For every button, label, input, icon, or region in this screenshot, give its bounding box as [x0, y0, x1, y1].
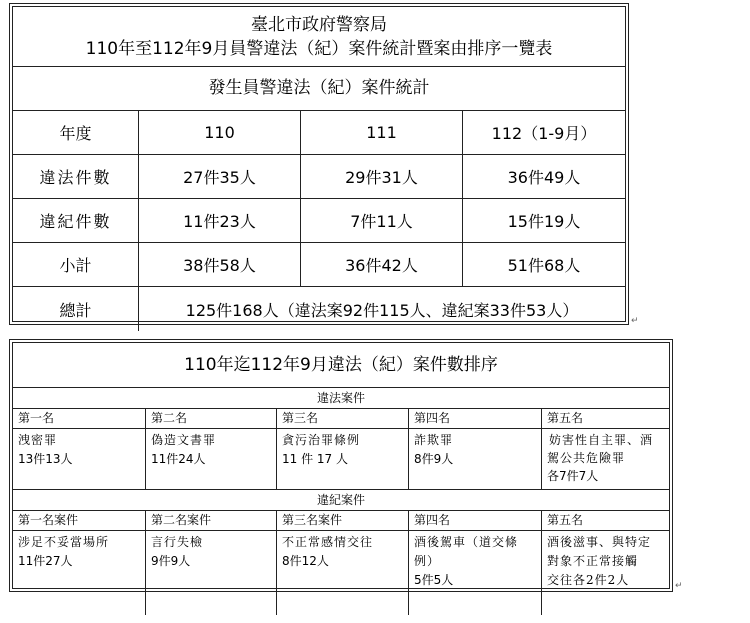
- table-cell: 36件49人: [507, 168, 581, 187]
- table-cell: 7件11人: [301, 199, 463, 242]
- rank-cell: [277, 429, 409, 489]
- paragraph-mark-icon: ↵: [675, 581, 683, 591]
- rank-header: 第一名: [13, 409, 146, 428]
- paragraph-mark-icon: ↵: [631, 316, 639, 326]
- rank-header: 第三名案件: [277, 511, 409, 530]
- case-name: 偽造文書罪: [151, 433, 217, 447]
- rank-header: 第五名: [547, 513, 584, 527]
- table-cell: 51件68人: [507, 256, 581, 275]
- table-cell: 36件42人: [301, 243, 463, 286]
- case-name-line: 妨害性自主罪、酒: [549, 433, 654, 447]
- row-label: 違法件數: [13, 155, 139, 198]
- case-name-line: 交往各2件2人: [547, 573, 630, 587]
- rank-header: 第一名案件: [13, 511, 146, 530]
- case-name: 涉足不妥當場所: [18, 535, 110, 549]
- case-name: 言行失檢: [151, 535, 204, 549]
- case-count: 11件27人: [18, 554, 73, 568]
- table-cell: 11件23人: [139, 199, 301, 242]
- case-name-line: 駕公共危險罪: [547, 451, 626, 465]
- discipline-section-header: 違紀案件: [13, 490, 669, 511]
- total-label: 總計: [13, 287, 139, 331]
- statistics-table: [9, 3, 629, 325]
- row-label: 違紀件數: [13, 199, 139, 242]
- rank-cell: [13, 429, 146, 489]
- rank-header: 第四名: [409, 409, 542, 428]
- case-count: 11件24人: [151, 452, 206, 466]
- rank-cell: [13, 531, 146, 615]
- case-count: 8件12人: [282, 554, 329, 568]
- case-count: 11 件 17 人: [282, 452, 348, 466]
- table-row: [13, 155, 625, 199]
- rank-header: 第五名: [547, 411, 584, 425]
- header-year: 年度: [13, 111, 139, 154]
- table-cell: 38件58人: [139, 243, 301, 286]
- table-cell: 29件31人: [301, 155, 463, 198]
- header-row: [13, 111, 625, 155]
- row-label: 小計: [13, 243, 139, 286]
- table-cell: 15件19人: [507, 212, 581, 231]
- case-name-line: 酒後駕車（道交條: [414, 535, 519, 549]
- case-name: 不正常感情交往: [282, 535, 374, 549]
- table-title-line2: 110年至112年9月員警違法（紀）案件統計暨案由排序一覽表: [85, 39, 553, 59]
- case-count: 9件9人: [151, 554, 191, 568]
- table-title: [13, 7, 625, 67]
- case-count: 8件9人: [414, 452, 454, 466]
- rank-cell: [542, 531, 669, 615]
- illegal-rank-header-row: [13, 409, 669, 429]
- case-name-line: 例）: [414, 554, 441, 568]
- header-111: 111: [301, 111, 463, 154]
- rank-cell: [277, 531, 409, 615]
- rank-header: 第二名案件: [146, 511, 277, 530]
- ranking-table: [9, 339, 673, 592]
- total-value: 125件168人（違法案92件115人、違紀案33件53人）: [185, 300, 579, 320]
- table-title-line1: 臺北市政府警察局: [251, 15, 387, 35]
- rank-header: 第三名: [277, 409, 409, 428]
- rank-header: 第二名: [146, 409, 277, 428]
- total-row: [13, 287, 625, 331]
- case-name: 詐欺罪: [414, 433, 454, 447]
- table-row: [13, 199, 625, 243]
- rank-cell: [146, 429, 277, 489]
- rank-cell: [146, 531, 277, 615]
- illegal-section-header: 違法案件: [13, 388, 669, 409]
- header-110: 110: [139, 111, 301, 154]
- table-subtitle: 發生員警違法（紀）案件統計: [13, 67, 625, 111]
- illegal-rank-row: [13, 429, 669, 490]
- case-name: 貪污治罪條例: [282, 433, 361, 447]
- case-name-line: 對象不正常接觸: [547, 554, 639, 568]
- rank-cell: [409, 531, 542, 615]
- rank-cell: [542, 429, 669, 489]
- rank-cell: [409, 429, 542, 489]
- case-name-line: 酒後滋事、與特定: [547, 535, 652, 549]
- case-count: 各7件7人: [547, 469, 599, 483]
- rank-header: 第四名: [409, 511, 542, 530]
- discipline-rank-row: [13, 531, 669, 615]
- discipline-rank-header-row: [13, 511, 669, 531]
- table-row: [13, 243, 625, 287]
- ranking-title: 110年迄112年9月違法（紀）案件數排序: [13, 343, 669, 388]
- case-count: 13件13人: [18, 452, 73, 466]
- table-cell: 27件35人: [139, 155, 301, 198]
- case-count: 5件5人: [414, 573, 454, 587]
- header-112: 112（1-9月）: [491, 124, 597, 143]
- case-name: 洩密罪: [18, 433, 58, 447]
